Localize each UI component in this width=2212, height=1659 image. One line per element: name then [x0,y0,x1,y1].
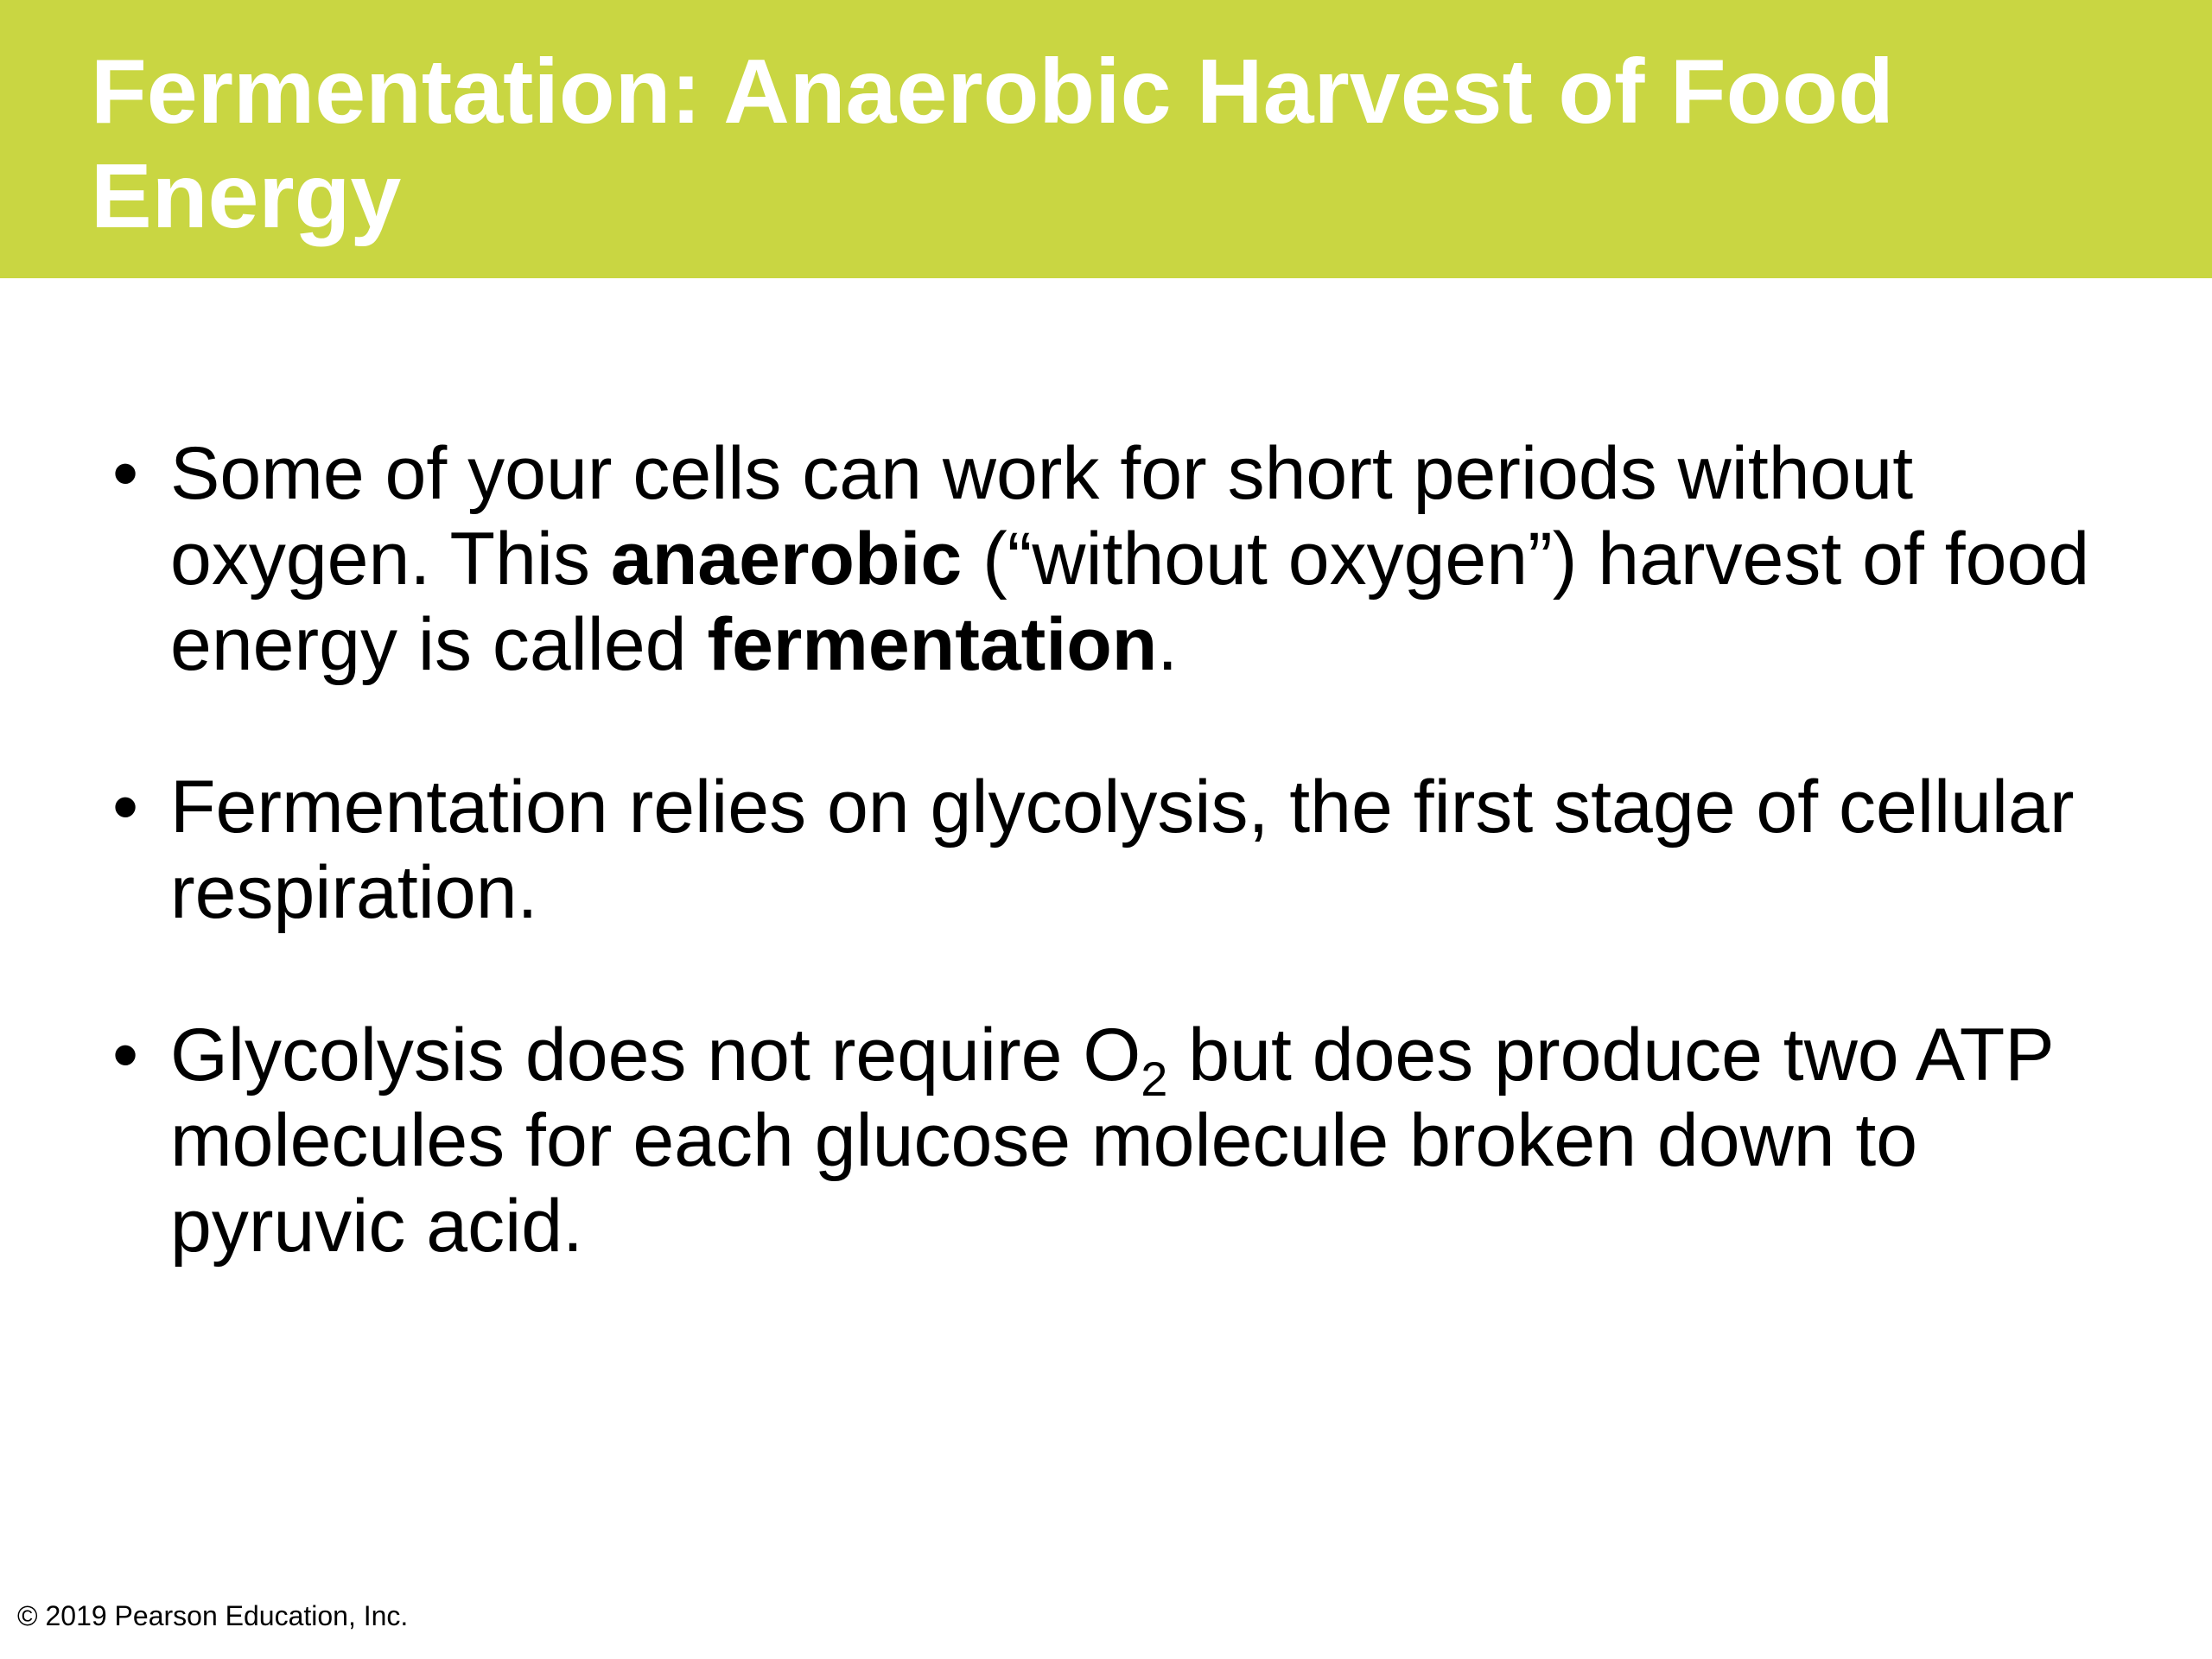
bullet-item [112,1013,2126,1269]
bullet-text-segment: Fermentation relies on glycolysis, the first stage of cellular respiration. [170,766,2075,934]
oxygen-subscript: 2 [1141,1051,1168,1106]
bullet-text-segment: but does produce two ATP molecules for each glucose molecule broken down to pyruvic acid. [170,1014,2054,1268]
slide-title: Fermentation: Anaerobic Harvest of Food Energy [91,41,1894,247]
bullet-text [170,431,2126,688]
term-fermentation: fermentation [707,603,1158,686]
bullet-marker: • [112,1014,139,1096]
bullet-text-segment: Some of your cells can work for short periods without oxygen. This [170,432,1914,601]
bullet-item [112,765,2126,936]
bullet-marker: • [112,432,139,515]
bullet-text [170,765,2126,936]
bullet-marker: • [112,766,139,849]
bullet-text [170,1013,2126,1269]
bullet-text-segment: (“without oxygen”) harvest of food energy is called [170,518,2090,686]
term-anaerobic: anaerobic [610,518,963,601]
bullet-text-segment: Glycolysis does not require O [170,1014,1141,1096]
title-bar [0,0,2212,278]
bullet-text-segment: . [1157,603,1179,686]
copyright-notice: © 2019 Pearson Education, Inc. [17,1600,409,1631]
bullet-item [112,431,2126,688]
